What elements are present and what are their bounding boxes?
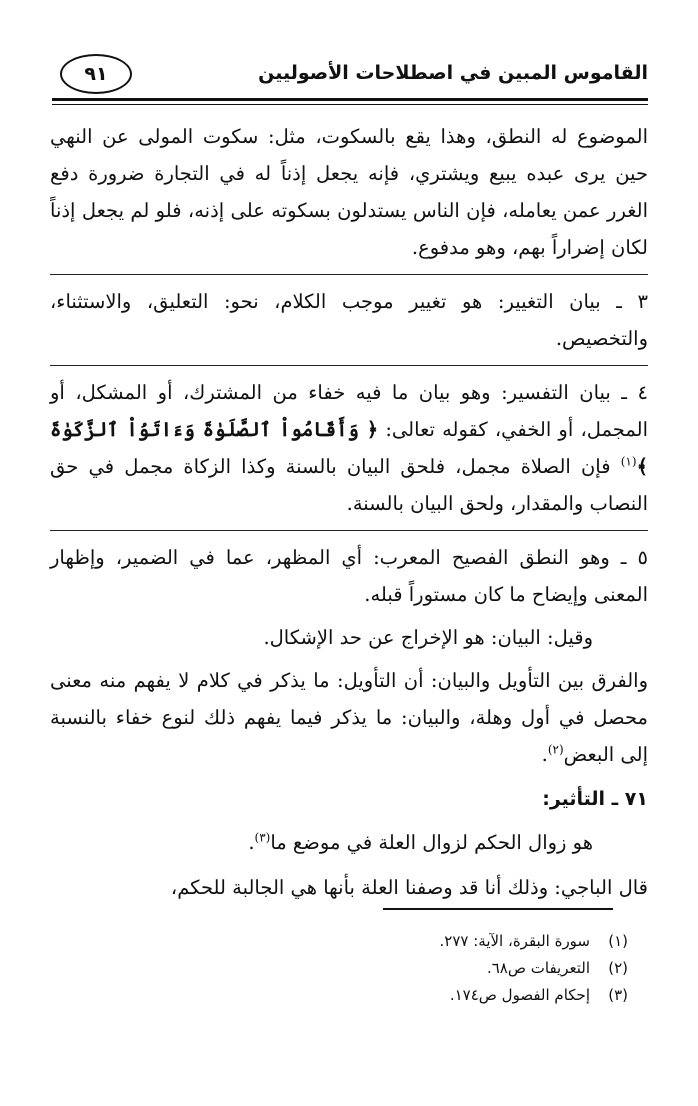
footnote-ref-1: (١) <box>620 454 637 469</box>
paragraph-nutq <box>50 530 648 613</box>
paragraph-5-text: وقيل: البيان: هو الإخراج عن حد الإشكال. <box>263 626 593 649</box>
quran-verse: ﴿ وَأَقَامُواْ ٱلصَّلَوٰةَ وَءَاتَوُاْ ٱلزَّكَوٰةَ ﴾ <box>50 418 648 478</box>
header-rule-thick <box>52 98 648 101</box>
footnotes <box>440 928 629 1009</box>
paragraph-4-text: ٥ ـ وهو النطق الفصيح المعرب: أي المظهر، عما في الضمير، وإظهار المعنى وإيضاح ما كان مستوراً قبله. <box>50 546 648 606</box>
footnote-3 <box>440 982 629 1009</box>
footnote-separator <box>383 908 613 910</box>
footnote-3-number: (٣) <box>608 986 628 1004</box>
paragraph-farq <box>50 662 648 773</box>
running-header <box>52 52 648 98</box>
footnote-2 <box>440 955 629 982</box>
paragraph-1-text: الموضوع له النطق، وهذا يقع بالسكوت، مثل: سكوت المولى عن النهي حين يرى عبده يبيع ويشتري، فإنه يجعل إذناً له في التجارة ضرورة دفع الغرر عمن يعامله، فإن الناس يستدلون بسكوته على إذنه، فلو لم يجعل إذناً لكان إضراراً بهم، وهو مدفوع. <box>50 125 648 259</box>
footnote-ref-2: (٢) <box>547 742 564 757</box>
main-text <box>50 118 648 906</box>
paragraph-7-text: هو زوال الحكم لزوال العلة في موضع ما <box>270 831 593 854</box>
book-title: القاموس المبين في اصطلاحات الأصوليين <box>258 62 648 84</box>
paragraph-bayan-taghyir <box>50 274 648 357</box>
section-heading <box>50 781 648 818</box>
footnote-2-number: (٢) <box>608 959 628 977</box>
footnote-2-text: التعريفات ص٦٨. <box>486 959 590 977</box>
paragraph-3-text-b: فإن الصلاة مجمل، فلحق البيان بالسنة وكذا الزكاة مجمل في حق النصاب والمقدار، ولحق البيان بالسنة. <box>50 455 648 515</box>
paragraph-6-text: والفرق بين التأويل والبيان: أن التأويل: ما يذكر في كلام لا يفهم منه معنى محصل في أول وهلة، والبيان: ما يذكر فيما يفهم ذلك لنوع خفاء بالنسبة إلى البعض <box>50 669 648 766</box>
section-heading-text: ٧١ ـ التأثير: <box>542 788 648 810</box>
paragraph-8-text: قال الباجي: وذلك أنا قد وصفنا العلة بأنها هي الجالبة للحكم، <box>170 876 648 899</box>
paragraph-qila <box>50 619 648 656</box>
footnote-1-number: (١) <box>608 932 628 950</box>
header-rule-thin <box>52 104 648 105</box>
footnote-3-text: إحكام الفصول ص١٧٤. <box>449 986 590 1004</box>
paragraph-2-text: ٣ ـ بيان التغيير: هو تغيير موجب الكلام، نحو: التعليق، والاستثناء، والتخصيص. <box>50 290 648 350</box>
paragraph-baji <box>50 869 648 906</box>
footnote-1 <box>440 928 629 955</box>
paragraph-3-text-a: ٤ ـ بيان التفسير: وهو بيان ما فيه خفاء من المشترك، أو المشكل، أو المجمل، أو الخفي، كقوله تعالى: <box>50 381 648 441</box>
paragraph-7-end: . <box>248 831 255 854</box>
paragraph-1 <box>50 118 648 266</box>
footnote-ref-3: (٣) <box>254 830 271 845</box>
paragraph-tathir <box>50 824 648 861</box>
paragraph-bayan-tafsir <box>50 365 648 522</box>
footnote-1-text: سورة البقرة، الآية: ٢٧٧. <box>439 932 590 950</box>
paragraph-6-end: . <box>541 743 548 766</box>
page-number: ٩١ <box>60 54 132 94</box>
